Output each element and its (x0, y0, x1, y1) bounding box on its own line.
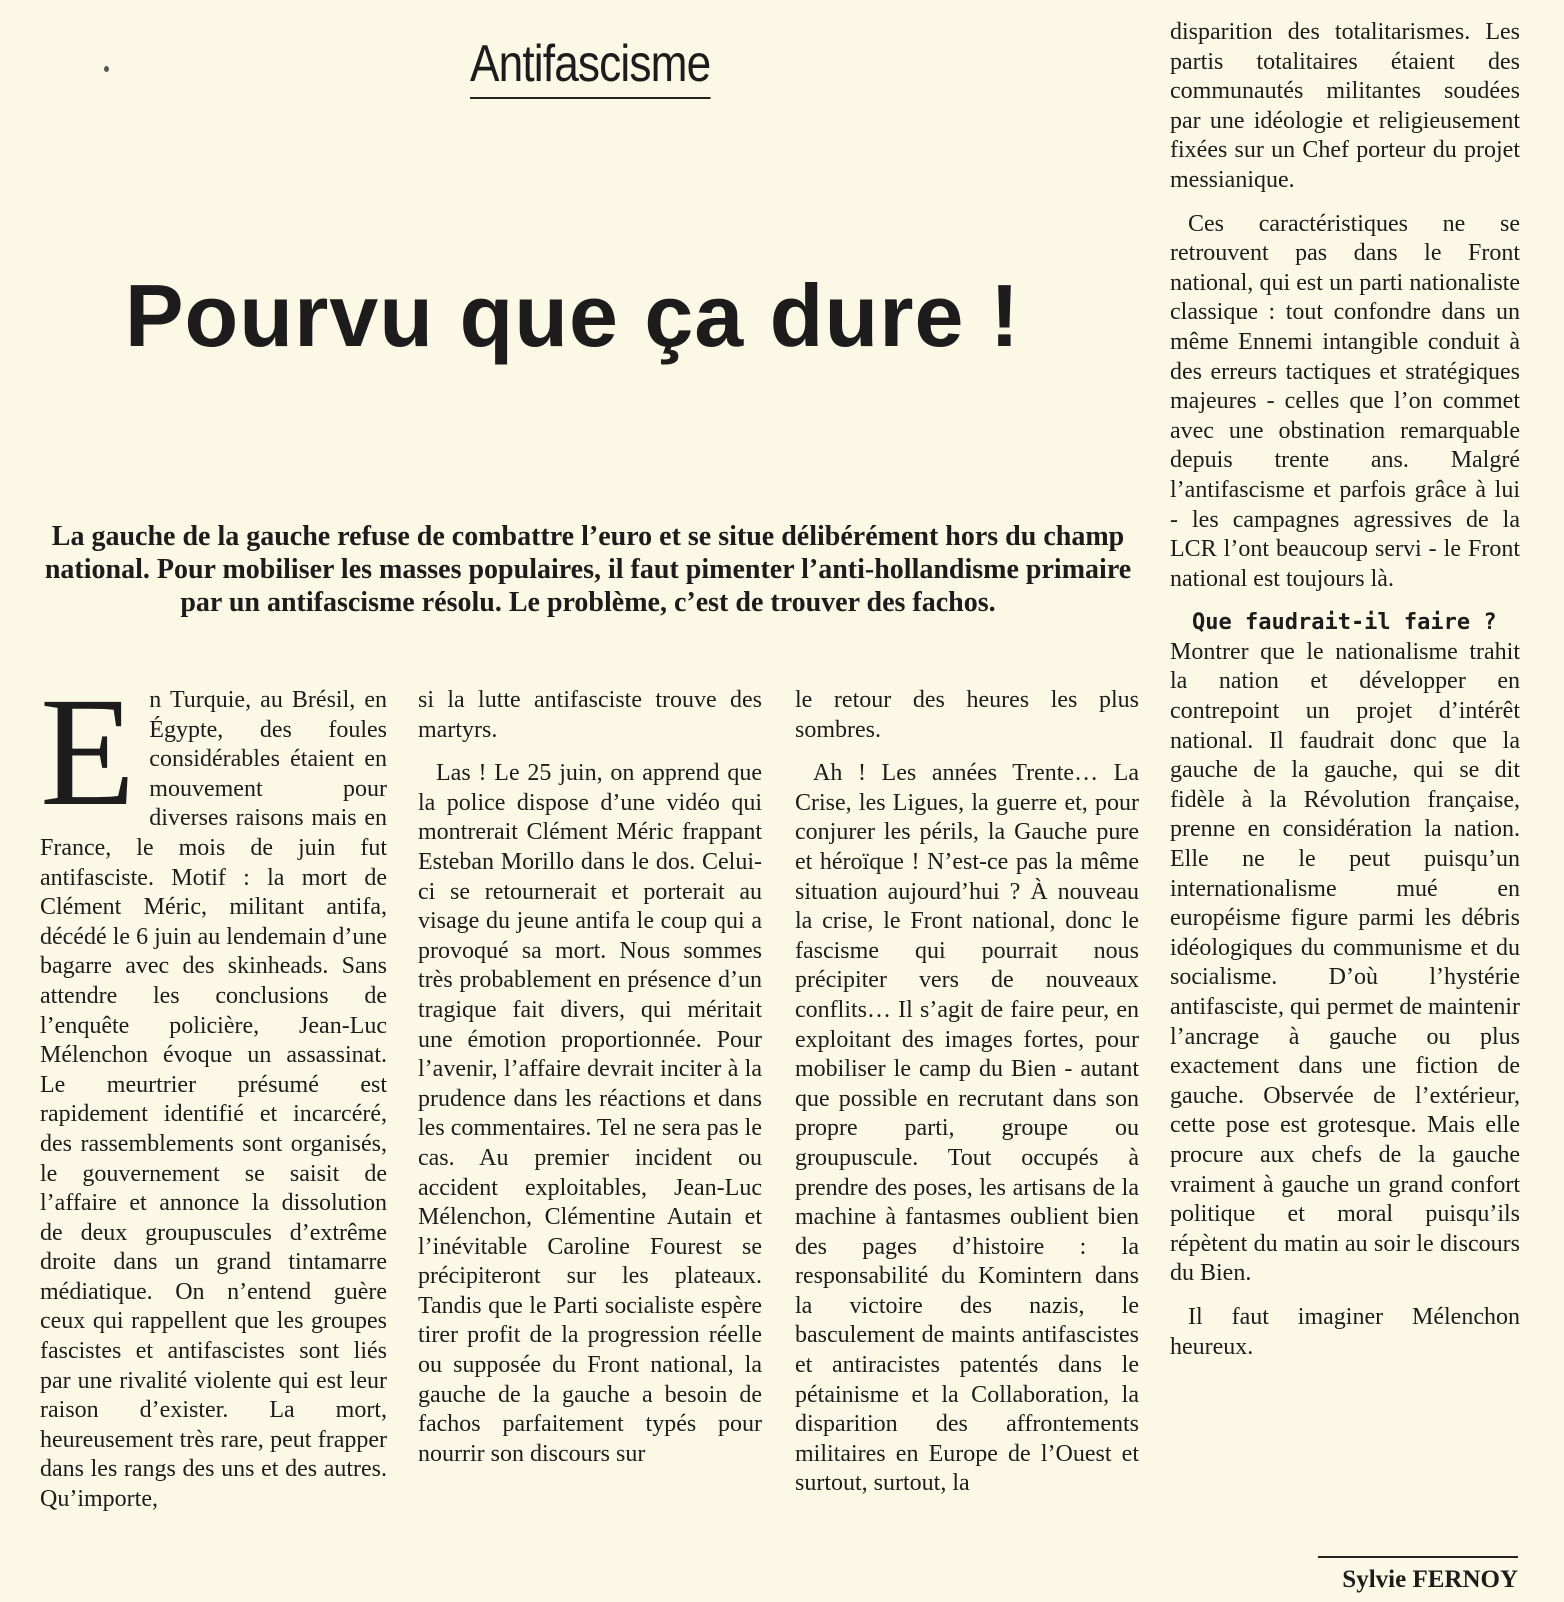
column-1 (40, 665, 387, 1515)
subheading: Que faudrait-il faire ? (1192, 610, 1497, 636)
paragraph: le retour des heures les plus sombres. (795, 687, 1139, 743)
column-4 (1170, 18, 1520, 1362)
column-2 (418, 686, 762, 1469)
paragraph: Il faut imaginer Mélenchon heureux. (1170, 1303, 1520, 1360)
paragraph: disparition des totalitarismes. Les partis totalitaires étaient des communautés militantes soudées par une idéologie et religieusement fixées sur un Chef porteur du projet messianique. (1170, 19, 1520, 193)
paragraph: Ces caractéristiques ne se retrouvent pas dans le Front national, qui est un parti nationaliste classique : tout confondre dans un même Ennemi intangible conduit à des erreurs tactiques et stratégiques majeures - celles que l’on commet avec une obstination remarquable depuis trente ans. Malgré l’antifascisme et parfois grâce à lui - les campagnes agressives de la LCR l’ont beaucoup servi - le Front national est toujours là. (1170, 210, 1520, 592)
paragraph: Ah ! Les années Trente… La Crise, les Ligues, la guerre et, pour conjurer les périls, la Gauche pure et héroïque ! N’est-ce pas la même situation aujourd’hui ? À nouveau la crise, le Front national, donc le fascisme qui pourrait nous précipiter vers de nouveaux conflits… Il s’agit de faire peur, en exploitant des images fortes, pour mobiliser le camp du Bien - autant que possible en recrutant dans son propre parti, groupe ou groupuscule. Tout occupés à prendre des poses, les artisans de la machine à fantasmes oublient bien des pages d’histoire : la responsabilité du Komintern dans la victoire des nazis, le basculement de maints antifascistes et antiracistes patentés dans le pétainisme et la Collaboration, la disparition des affrontements militaires en Europe de l’Ouest et surtout, surtout, la (795, 760, 1139, 1497)
author-signature: Sylvie FERNOY (1318, 1556, 1518, 1594)
paragraph: Las ! Le 25 juin, on apprend que la police dispose d’une vidéo qui montrerait Clément Méric frappant Esteban Morillo dans le dos. Celui-ci se retournerait et porterait au visage du jeune antifa le coup qui a provoqué sa mort. Nous sommes très probablement en présence d’un tragique fait divers, qui méritait une émotion proportionnée. Pour l’avenir, l’affaire devrait inciter à la prudence dans les réactions et dans les commentaires. Tel ne sera pas le cas. Au premier incident ou accident exploitables, Jean-Luc Mélenchon, Clémentine Autain et l’inévitable Caroline Fourest se précipiteront sur les plateaux. Tandis que le Parti socialiste espère tirer profit de la progression réelle ou supposée du Front national, la gauche de la gauche a besoin de fachos parfaitement typés pour nourrir son discours sur (418, 760, 762, 1467)
paragraph: n Turquie, au Brésil, en Égypte, des foules considérables étaient en mouvement pour diverses raisons mais en France, le mois de juin fut antifasciste. Motif : la mort de Clément Méric, militant antifa, décédé le 6 juin au lendemain d’une bagarre avec des skinheads. Sans attendre les conclusions de l’enquête policière, Jean-Luc Mélenchon évoque un assassinat. Le meurtrier présumé est rapidement identifié et incarcéré, des rassemblements sont organisés, le gouvernement se saisit de l’affaire et annonce la dissolution de deux groupuscules d’extrême droite dans un grand tintamarre médiatique. On n’entend guère ceux qui rappellent que les groupes fascistes et antifascistes sont liés par une rivalité violente qui est leur raison d’exister. La mort, heureusement très rare, peut frapper dans les rangs des uns et des autres. Qu’importe, (40, 687, 387, 1513)
column-3 (795, 686, 1139, 1499)
paragraph: Montrer que le nationalisme trahit la nation et développer en contrepoint un projet d’intérêt national. Il faudrait donc que la gauche de la gauche, qui se dit fidèle à la Révolution française, prenne en considération la nation. Elle ne le peut puisqu’un internationalisme mué en européisme figure parmi les débris idéologiques du communisme et du socialisme. D’où l’hystérie antifasciste, qui permet de maintenir l’ancrage à gauche ou plus exactement dans une fiction de gauche. Observée de l’extérieur, cette pose est grotesque. Mais elle procure aux chefs de la gauche vraiment à gauche un grand confort politique et moral puisqu’ils répètent du matin au soir le discours du Bien. (1170, 638, 1520, 1287)
article-title: Pourvu que ça dure ! (124, 266, 1021, 365)
paper-speck (104, 66, 109, 72)
section-rubric: Antifascisme (470, 36, 710, 99)
article-lede: La gauche de la gauche refuse de combattre l’euro et se situe délibérément hors du champ national. Pour mobiliser les masses populaires, il faut pimenter l’anti-hollandisme primaire par un antifascisme résolu. Le problème, c’est de trouver des fachos. (44, 521, 1132, 618)
drop-cap: E (40, 665, 136, 838)
paragraph: si la lutte antifasciste trouve des martyrs. (418, 687, 762, 743)
